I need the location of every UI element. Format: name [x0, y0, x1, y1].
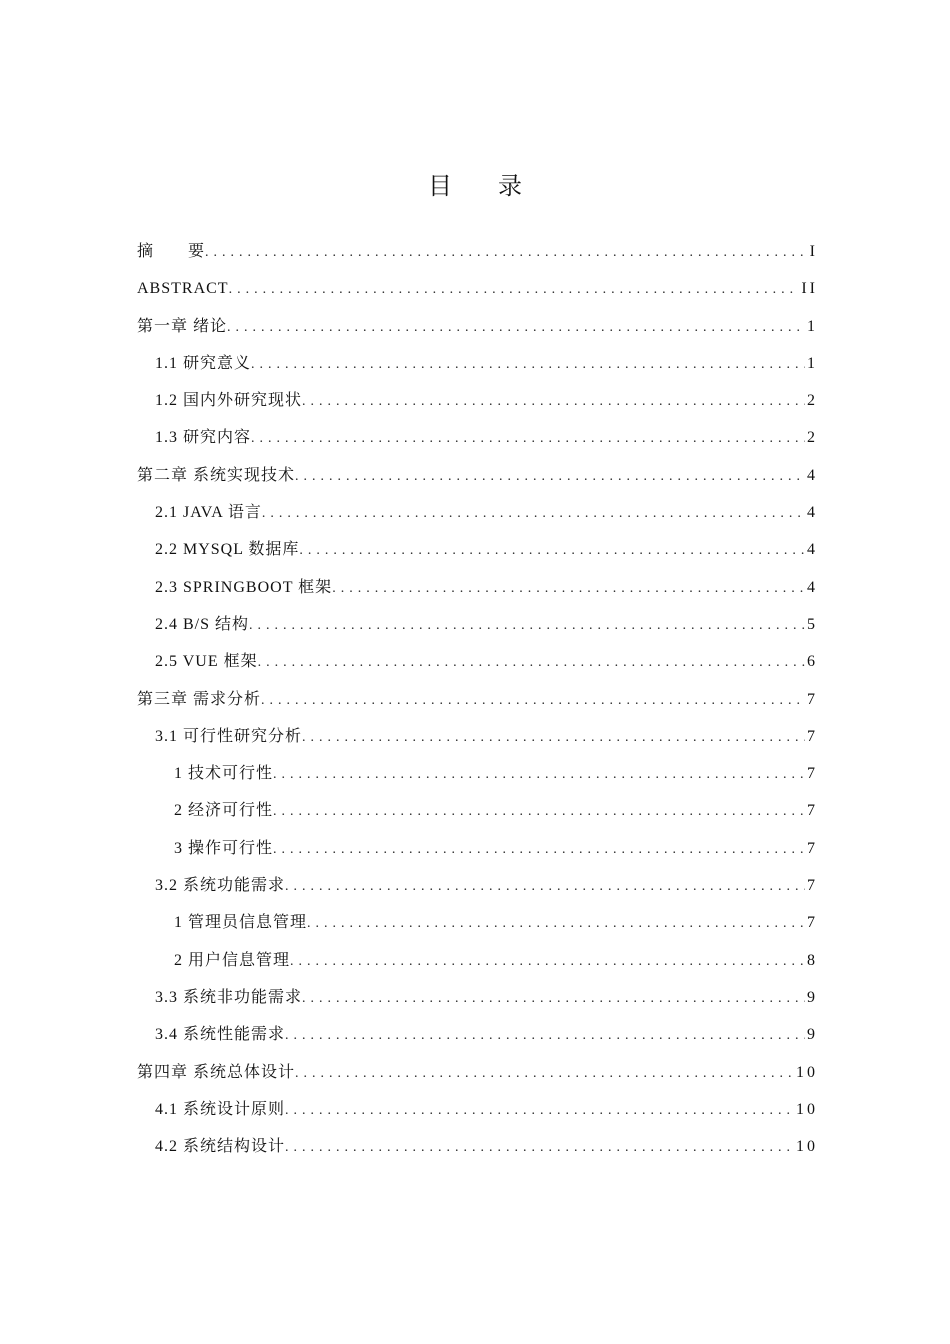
toc-entry-page: 7 [807, 914, 818, 932]
toc-entry-chapter-2[interactable] [137, 464, 818, 501]
toc-entry-2-3[interactable] [137, 576, 818, 613]
page-title: 目录 [428, 172, 568, 200]
toc-entry-4-2[interactable] [137, 1135, 818, 1172]
toc-entry-label: 1.2 国内外研究现状 [155, 392, 303, 410]
toc-entry-label: 2.2 MYSQL 数据库 [155, 541, 300, 559]
toc-entry-chapter-3[interactable] [137, 688, 818, 725]
toc-entry-label: 第一章 绪论 [137, 317, 228, 335]
toc-entry-label: 2 经济可行性 [174, 802, 274, 820]
toc-entry-3-3[interactable] [137, 986, 818, 1023]
toc-entry-label: 3.1 可行性研究分析 [155, 727, 303, 745]
toc-entry-1-2[interactable] [137, 389, 818, 426]
table-of-contents [137, 240, 818, 1172]
toc-entry-label: 3.3 系统非功能需求 [155, 988, 303, 1006]
toc-entry-3-2[interactable] [137, 874, 818, 911]
toc-entry-label: 4.1 系统设计原则 [155, 1100, 286, 1118]
toc-dot-leader [302, 390, 805, 414]
toc-entry-abstract-en[interactable] [137, 277, 818, 314]
toc-entry-label: 第二章 系统实现技术 [137, 466, 296, 484]
toc-entry-page: 4 [807, 541, 818, 559]
toc-entry-2-1[interactable] [137, 501, 818, 538]
toc-entry-3-2-1[interactable] [137, 911, 818, 948]
toc-entry-page: I [809, 243, 818, 260]
toc-entry-page: 10 [796, 1063, 818, 1081]
toc-entry-page: 4 [807, 466, 818, 484]
toc-entry-label: 1.3 研究内容 [155, 429, 252, 447]
toc-dot-leader [251, 353, 805, 377]
toc-entry-chapter-4[interactable] [137, 1061, 818, 1098]
toc-entry-label: ABSTRACT [137, 280, 229, 298]
toc-entry-label: 2 用户信息管理 [174, 951, 291, 969]
toc-entry-label: 2.5 VUE 框架 [155, 653, 258, 671]
toc-entry-2-5[interactable] [137, 650, 818, 687]
toc-entry-3-1[interactable] [137, 725, 818, 762]
toc-entry-3-2-2[interactable] [137, 949, 818, 986]
toc-entry-label: 1.1 研究意义 [155, 354, 252, 372]
toc-entry-label: 2.4 B/S 结构 [155, 615, 250, 633]
toc-entry-page: 2 [807, 429, 818, 447]
toc-dot-leader [285, 1024, 805, 1048]
toc-dot-leader [251, 427, 805, 451]
toc-dot-leader [262, 502, 805, 526]
toc-entry-2-2[interactable] [137, 538, 818, 575]
toc-entry-1-3[interactable] [137, 426, 818, 463]
toc-dot-leader [229, 278, 800, 302]
toc-entry-page: 10 [796, 1100, 818, 1118]
toc-entry-label: 4.2 系统结构设计 [155, 1138, 286, 1156]
toc-entry-label: 3.2 系统功能需求 [155, 877, 286, 895]
toc-entry-label: 摘 要 [137, 243, 206, 260]
toc-entry-label: 3 操作可行性 [174, 839, 274, 857]
toc-dot-leader [273, 763, 805, 787]
toc-entry-label: 1 管理员信息管理 [174, 914, 308, 932]
toc-entry-label: 第四章 系统总体设计 [137, 1063, 296, 1081]
toc-entry-page: 9 [807, 1026, 818, 1044]
toc-entry-page: 7 [807, 802, 818, 820]
toc-entry-page: 7 [807, 839, 818, 857]
toc-dot-leader [285, 1136, 794, 1160]
toc-entry-label: 1 技术可行性 [174, 765, 274, 783]
toc-entry-page: 4 [807, 578, 818, 596]
toc-entry-label: 2.3 SPRINGBOOT 框架 [155, 578, 333, 596]
toc-entry-page: 1 [807, 317, 818, 335]
toc-entry-page: 10 [796, 1138, 818, 1156]
toc-dot-leader [302, 987, 805, 1011]
toc-dot-leader [332, 577, 805, 601]
toc-dot-leader [295, 1062, 794, 1086]
toc-entry-page: 4 [807, 504, 818, 522]
toc-entry-page: II [801, 280, 818, 298]
toc-dot-leader [299, 539, 805, 563]
toc-dot-leader [295, 465, 805, 489]
toc-dot-leader [307, 912, 805, 936]
toc-entry-1-1[interactable] [137, 352, 818, 389]
toc-entry-chapter-1[interactable] [137, 315, 818, 352]
toc-dot-leader [285, 1099, 794, 1123]
toc-dot-leader [249, 614, 805, 638]
toc-dot-leader [258, 651, 805, 675]
toc-dot-leader [273, 800, 805, 824]
toc-dot-leader [205, 241, 808, 265]
toc-dot-leader [302, 726, 805, 750]
toc-dot-leader [261, 689, 805, 713]
toc-entry-2-4[interactable] [137, 613, 818, 650]
toc-entry-3-4[interactable] [137, 1023, 818, 1060]
toc-entry-label: 3.4 系统性能需求 [155, 1026, 286, 1044]
toc-entry-page: 7 [807, 877, 818, 895]
toc-entry-3-1-3[interactable] [137, 837, 818, 874]
toc-dot-leader [273, 838, 805, 862]
toc-entry-3-1-1[interactable] [137, 762, 818, 799]
toc-entry-3-1-2[interactable] [137, 799, 818, 836]
toc-entry-page: 1 [807, 354, 818, 372]
toc-entry-page: 7 [807, 765, 818, 783]
toc-entry-page: 8 [807, 951, 818, 969]
toc-entry-4-1[interactable] [137, 1098, 818, 1135]
toc-dot-leader [227, 316, 805, 340]
toc-entry-page: 2 [807, 392, 818, 410]
toc-entry-label: 第三章 需求分析 [137, 690, 262, 708]
toc-entry-page: 7 [807, 690, 818, 708]
toc-entry-abstract-cn[interactable] [137, 240, 818, 277]
toc-dot-leader [285, 875, 805, 899]
toc-entry-page: 7 [807, 727, 818, 745]
toc-entry-page: 5 [807, 615, 818, 633]
toc-entry-page: 6 [807, 653, 818, 671]
toc-entry-page: 9 [807, 988, 818, 1006]
toc-dot-leader [290, 950, 805, 974]
toc-entry-label: 2.1 JAVA 语言 [155, 504, 262, 522]
